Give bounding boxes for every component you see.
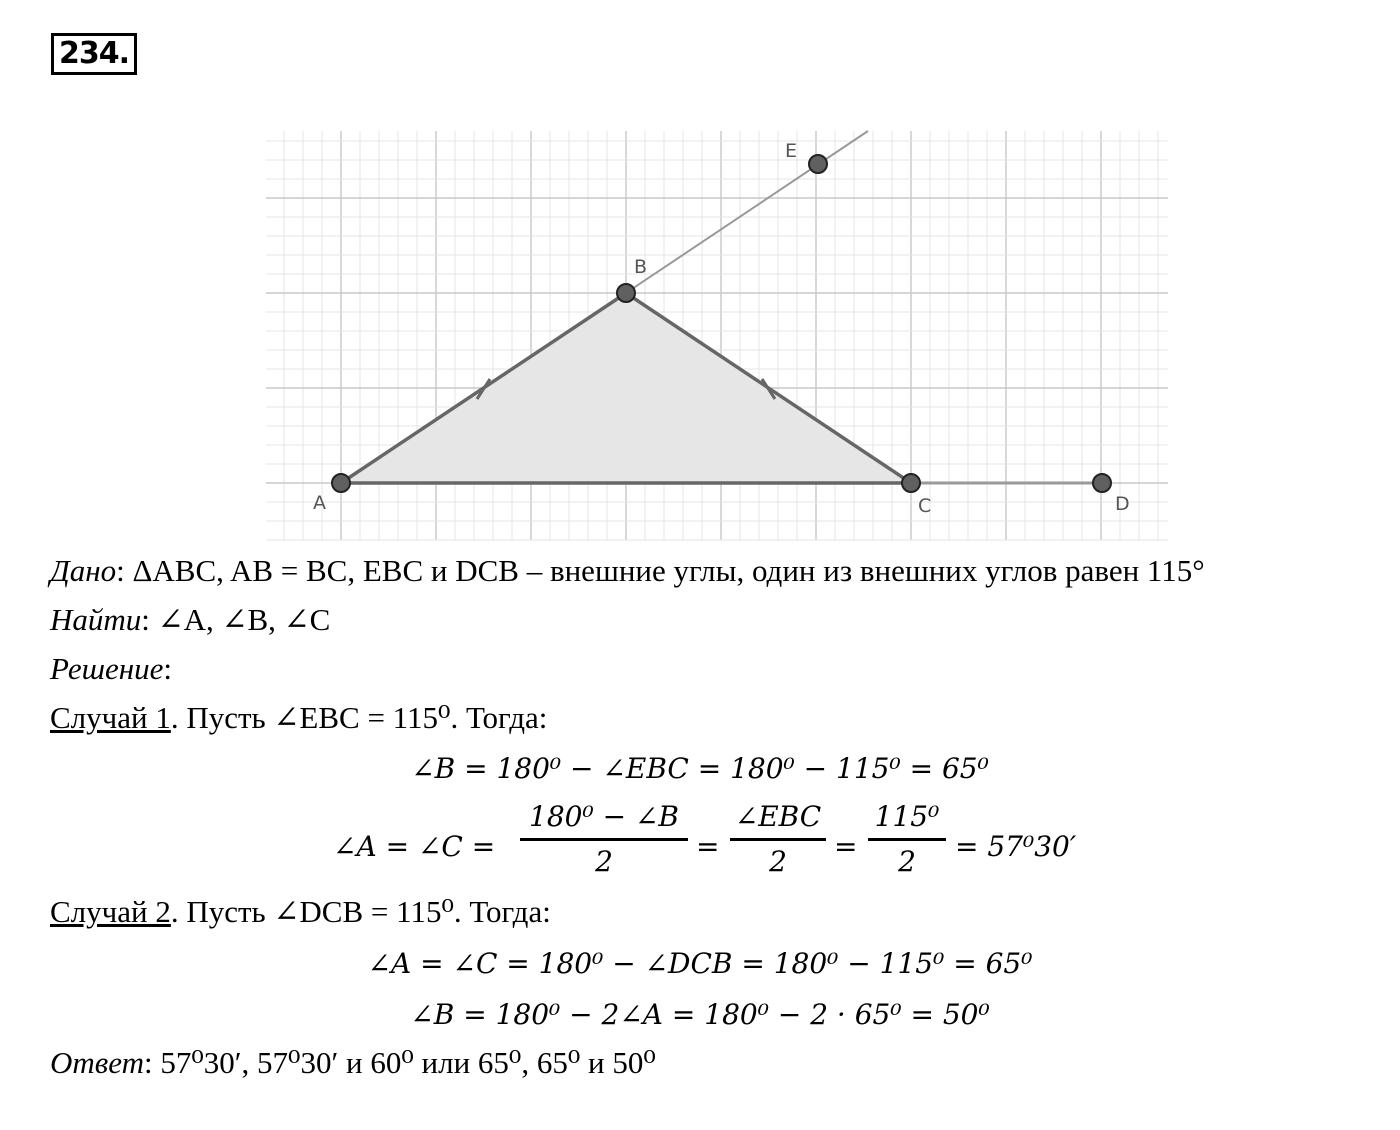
ray-be	[626, 131, 868, 293]
case1-intro-line	[50, 698, 547, 738]
case1-equation-1: ∠B = 180⁰ − ∠EBC = 180⁰ − 115⁰ = 65⁰	[411, 752, 989, 785]
point-c	[902, 474, 920, 492]
find-label: Найти	[50, 602, 142, 637]
case1-eq2-lhs: ∠A = ∠C =	[333, 830, 496, 863]
given-text: : ΔABC, AB = BC, EBC и DCB – внешние углы, один из внешних углов равен 115°	[116, 553, 1205, 588]
problem-number: 234.	[51, 33, 137, 75]
given-label: Дано	[50, 553, 117, 588]
label-a: A	[313, 492, 326, 514]
find-line	[50, 600, 330, 640]
case1-fraction-1: 180⁰ − ∠B 2	[520, 800, 688, 879]
case2-equation-2: ∠B = 180⁰ − 2∠A = 180⁰ − 2 · 65⁰ = 50⁰	[410, 998, 990, 1031]
find-text: : ∠A, ∠B, ∠C	[141, 602, 331, 637]
label-d: D	[1115, 493, 1130, 515]
label-c: C	[918, 495, 932, 517]
answer-text: : 57⁰30′, 57⁰30′ и 60⁰ или 65⁰, 65⁰ и 50⁰	[143, 1045, 656, 1080]
solution-text: :	[163, 651, 172, 686]
case1-title: Случай 1	[50, 700, 171, 735]
case1-eq2-rhs: = 57⁰30′	[955, 830, 1077, 863]
case1-intro: . Пусть ∠EBC = 115⁰. Тогда:	[170, 700, 548, 735]
given-line	[50, 551, 1205, 591]
case2-title: Случай 2	[50, 894, 171, 929]
case1-fraction-3: 115⁰ 2	[868, 800, 946, 879]
case2-equation-1: ∠A = ∠C = 180⁰ − ∠DCB = 180⁰ − 115⁰ = 65⁰	[367, 947, 1033, 980]
label-b: B	[634, 256, 648, 278]
point-b	[617, 284, 635, 302]
answer-line	[50, 1043, 656, 1083]
point-d	[1093, 474, 1111, 492]
case1-fraction-2: ∠EBC 2	[730, 800, 826, 879]
solution-label: Решение	[50, 651, 164, 686]
solution-line	[50, 649, 172, 689]
case2-intro-line	[50, 892, 551, 932]
point-a	[332, 474, 350, 492]
geometry-figure	[0, 0, 1400, 545]
case1-eq-sign-2: =	[834, 830, 858, 863]
label-e: E	[785, 140, 798, 162]
case2-intro: . Пусть ∠DCB = 115⁰. Тогда:	[170, 894, 551, 929]
answer-label: Ответ	[50, 1045, 144, 1080]
point-e	[809, 155, 827, 173]
case1-eq-sign-1: =	[696, 830, 720, 863]
